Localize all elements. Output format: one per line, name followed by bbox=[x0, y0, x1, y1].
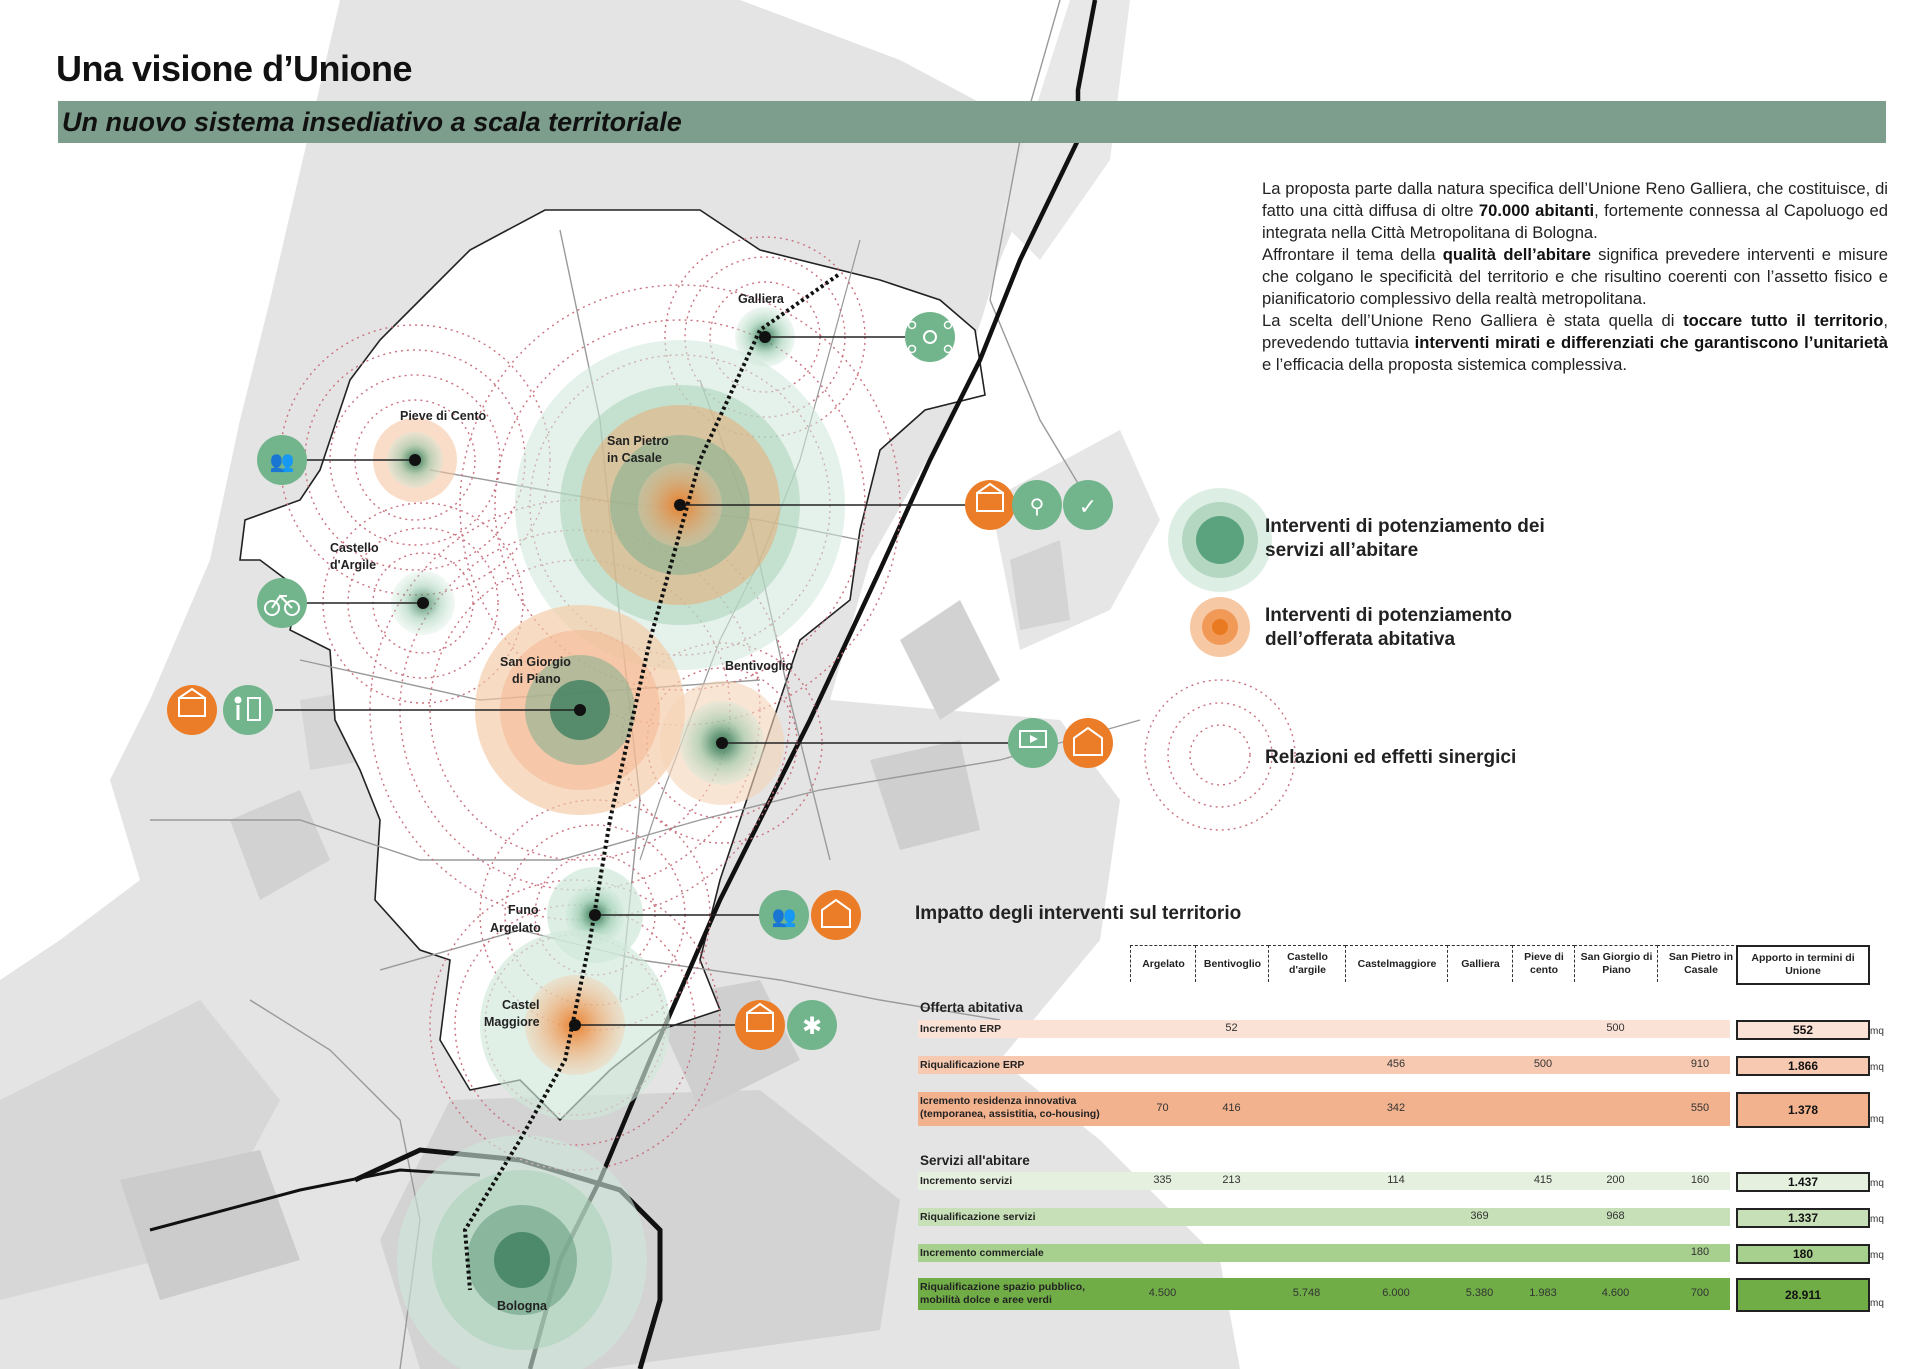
row-total: 1.378 bbox=[1736, 1092, 1870, 1128]
unit-label: mq bbox=[1870, 1178, 1884, 1189]
intro-paragraph-1: La proposta parte dalla natura specifica dell’Unione Reno Galliera, che costituisce, di fatto una città diffusa di oltre 70.000 abitanti, fortemente connessa al Capoluogo ed integrata nella Città Metropolitana di Bologna. bbox=[1262, 179, 1888, 242]
legend-services-icon bbox=[1168, 488, 1272, 592]
housing-plan-icon bbox=[735, 1000, 785, 1050]
town-dot-pieve bbox=[409, 454, 421, 466]
snowflake-icon bbox=[787, 1000, 837, 1050]
subtitle-band bbox=[58, 101, 1886, 143]
row-label: Riqualificazione ERP bbox=[920, 1059, 1025, 1071]
svg-text:✓: ✓ bbox=[1078, 495, 1098, 520]
town-label-pieve: Pieve di Cento bbox=[400, 409, 487, 423]
unit-label: mq bbox=[1870, 1026, 1884, 1037]
legend-housing-label: Interventi di potenziamento dell’offerata abitativa bbox=[1265, 605, 1513, 650]
column-header: Castello d'argile bbox=[1268, 945, 1346, 982]
table-cell: 500 bbox=[1533, 1058, 1553, 1070]
svg-text:👥: 👥 bbox=[269, 449, 295, 473]
town-dot-castello bbox=[417, 597, 429, 609]
unit-label: mq bbox=[1870, 1214, 1884, 1225]
table-cell: 1.983 bbox=[1529, 1287, 1557, 1299]
town-label-castelmaggiore-2: Maggiore bbox=[484, 1015, 540, 1029]
column-header: Castelmaggiore bbox=[1345, 945, 1448, 982]
person-building-icon bbox=[223, 685, 273, 735]
town-label-sangiorgio-1: San Giorgio bbox=[500, 655, 571, 669]
table-cell: 200 bbox=[1606, 1174, 1625, 1186]
legend-housing-icon bbox=[1190, 597, 1250, 657]
people-group-icon bbox=[759, 890, 809, 940]
column-header: Pieve di cento bbox=[1512, 945, 1575, 982]
column-header: Galliera bbox=[1447, 945, 1513, 982]
row-label: Incremento ERP bbox=[920, 1023, 1002, 1035]
section-title: Servizi all'abitare bbox=[920, 1153, 1030, 1168]
section-title: Offerta abitativa bbox=[920, 1000, 1023, 1015]
town-label-bologna: Bologna bbox=[497, 1299, 547, 1313]
table-cell: 415 bbox=[1533, 1174, 1553, 1186]
people-group-icon bbox=[257, 435, 307, 485]
row-label: Icremento residenza innovativa (temporanea, assistitia, co-housing) bbox=[920, 1095, 1100, 1120]
table-cell: 213 bbox=[1222, 1174, 1241, 1186]
table-cell: 5.380 bbox=[1465, 1287, 1494, 1299]
family-house-icon bbox=[1063, 718, 1113, 768]
table-cell: 700 bbox=[1690, 1287, 1710, 1299]
table-cell: 52 bbox=[1225, 1022, 1238, 1034]
family-shopping-icon bbox=[1012, 480, 1062, 530]
table-cell: 550 bbox=[1690, 1102, 1710, 1114]
column-header: Argelato bbox=[1130, 945, 1196, 982]
table-cell: 5.748 bbox=[1292, 1287, 1321, 1299]
intro-paragraph-3: La scelta dell’Unione Reno Galliera è stata quella di toccare tutto il territorio, prevedendo tuttavia interventi mirati e differenziati che garantiscono l’unitarietà e l’efficacia della proposta sistemica complessiva. bbox=[1262, 311, 1889, 374]
town-label-sanpietro-1: San Pietro bbox=[607, 434, 669, 448]
unit-label: mq bbox=[1870, 1114, 1884, 1125]
family-house-icon bbox=[811, 890, 861, 940]
table-cell: 968 bbox=[1606, 1210, 1625, 1222]
table-title: Impatto degli interventi sul territorio bbox=[915, 903, 1242, 924]
town-dot-sanpietro bbox=[674, 499, 686, 511]
svg-text:👥: 👥 bbox=[771, 904, 797, 928]
unit-label: mq bbox=[1870, 1062, 1884, 1073]
table-cell: 4.500 bbox=[1148, 1287, 1177, 1299]
row-label: Riqualificazione spazio pubblico, mobilità dolce e aree verdi bbox=[920, 1281, 1086, 1306]
town-label-sangiorgio-2: di Piano bbox=[512, 672, 561, 686]
table-cell: 70 bbox=[1156, 1102, 1169, 1114]
table-cell: 500 bbox=[1606, 1022, 1625, 1034]
table-cell: 114 bbox=[1387, 1174, 1405, 1186]
table-row bbox=[918, 1278, 1884, 1310]
row-label: Incremento commerciale bbox=[920, 1247, 1044, 1259]
row-label: Riqualificazione servizi bbox=[920, 1211, 1036, 1223]
row-total: 552 bbox=[1736, 1020, 1870, 1040]
town-dot-bentivoglio bbox=[716, 737, 728, 749]
town-label-funo-2: Argelato bbox=[490, 921, 541, 935]
column-header: San Giorgio di Piano bbox=[1574, 945, 1658, 982]
intro-text bbox=[1262, 178, 1888, 376]
svg-text:✱: ✱ bbox=[801, 1012, 823, 1040]
presentation-icon bbox=[1008, 718, 1058, 768]
column-header: Bentivoglio bbox=[1195, 945, 1269, 982]
page-title: Una visione d’Unione bbox=[56, 48, 413, 89]
table-cell: 416 bbox=[1222, 1102, 1241, 1114]
town-label-castello-1: Castello bbox=[330, 541, 379, 555]
row-total: 28.911 bbox=[1736, 1278, 1870, 1312]
table-row bbox=[918, 1092, 1884, 1126]
legend-relations-label: Relazioni ed effetti sinergici bbox=[1265, 747, 1517, 768]
town-label-castello-2: d'Argile bbox=[330, 558, 377, 572]
table-row bbox=[918, 1208, 1884, 1226]
table-row bbox=[918, 1056, 1884, 1074]
town-dot-galliera bbox=[759, 331, 771, 343]
table-cell: 180 bbox=[1690, 1246, 1710, 1258]
row-total: 1.337 bbox=[1736, 1208, 1870, 1228]
unit-label: mq bbox=[1870, 1250, 1884, 1261]
table-cell: 342 bbox=[1386, 1102, 1406, 1114]
table-cell: 335 bbox=[1153, 1174, 1172, 1186]
town-label-sanpietro-2: in Casale bbox=[607, 451, 662, 465]
svg-text:⚲: ⚲ bbox=[1029, 494, 1045, 518]
row-label: Incremento servizi bbox=[920, 1175, 1013, 1187]
town-label-funo-1: Funo bbox=[508, 903, 539, 917]
bicycle-icon bbox=[257, 578, 307, 628]
town-label-bentivoglio: Bentivoglio bbox=[725, 659, 794, 673]
legend-services-label: Interventi di potenziamento dei servizi all’abitare bbox=[1265, 516, 1545, 561]
unit-label: mq bbox=[1870, 1298, 1884, 1309]
table-cell: 160 bbox=[1690, 1174, 1710, 1186]
table-cell: 4.600 bbox=[1601, 1287, 1630, 1299]
people-check-icon bbox=[1063, 480, 1113, 530]
town-dot-sangiorgio bbox=[574, 704, 586, 716]
community-network-icon bbox=[905, 312, 955, 362]
table-row bbox=[918, 1172, 1884, 1190]
row-total: 1.437 bbox=[1736, 1172, 1870, 1192]
town-label-castelmaggiore-1: Castel bbox=[502, 998, 540, 1012]
housing-plan-icon bbox=[167, 685, 217, 735]
table-cell: 456 bbox=[1386, 1058, 1406, 1070]
column-header: San Pietro in Casale bbox=[1657, 945, 1744, 982]
housing-plan-icon bbox=[965, 480, 1015, 530]
row-total: 1.866 bbox=[1736, 1056, 1870, 1076]
town-label-galliera: Galliera bbox=[738, 292, 784, 306]
table-cell: 369 bbox=[1470, 1210, 1489, 1222]
intro-paragraph-2: Affrontare il tema della qualità dell’abitare significa prevedere interventi e misure che colgano le specificità del territorio e che risultino coerenti con l’assetto fisico e pianificatorio complessivo della realtà metropolitana. bbox=[1262, 245, 1888, 308]
table-row bbox=[918, 1244, 1884, 1262]
table-cell: 910 bbox=[1690, 1058, 1710, 1070]
table-cell: 6.000 bbox=[1382, 1287, 1410, 1299]
town-dot-castelmaggiore bbox=[569, 1019, 581, 1031]
table-row bbox=[918, 1020, 1884, 1038]
total-column-header: Apporto in termini di Unione bbox=[1736, 945, 1870, 985]
row-total: 180 bbox=[1736, 1244, 1870, 1264]
town-dot-funo bbox=[589, 909, 601, 921]
page-subtitle: Un nuovo sistema insediativo a scala territoriale bbox=[62, 107, 682, 137]
